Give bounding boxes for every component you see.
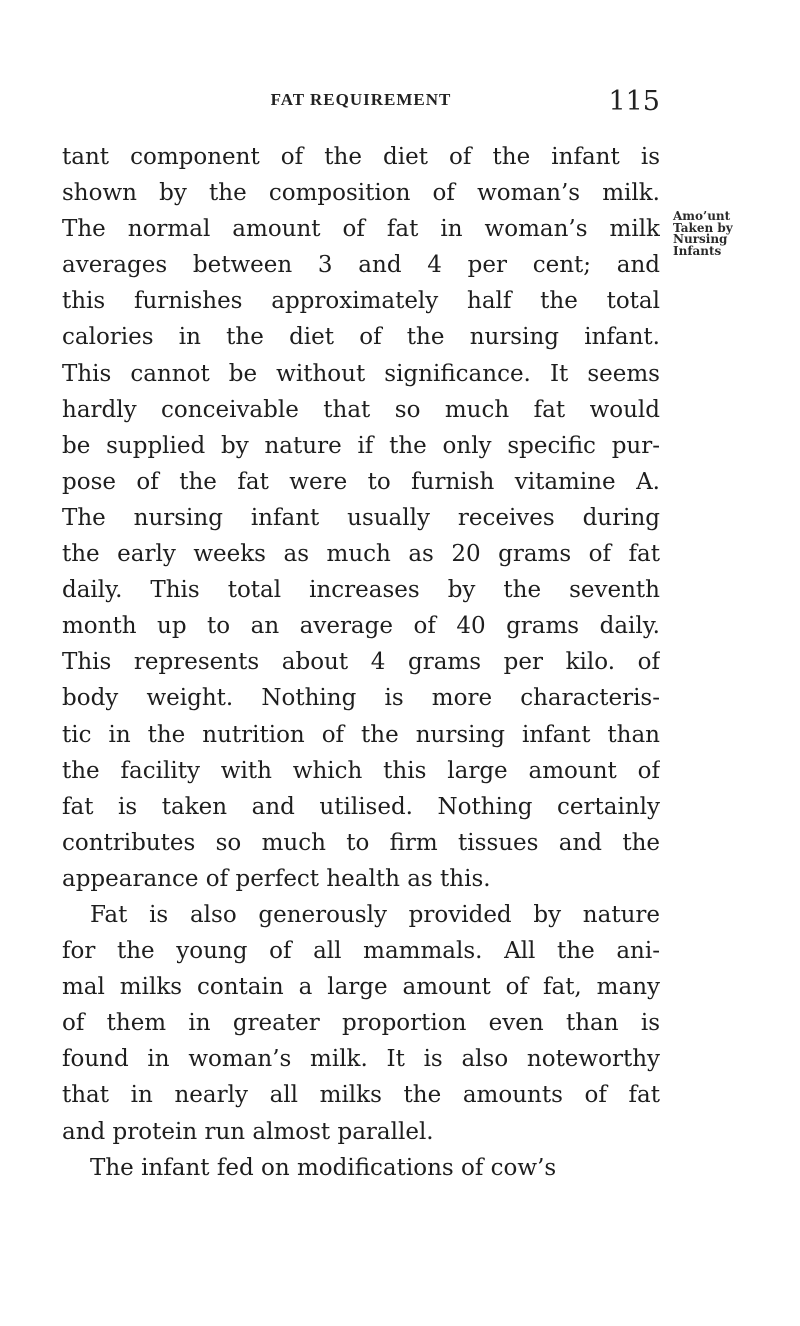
paragraph-end-line: appearance of perfect health as this. [62, 865, 491, 892]
margin-note-line: Taken by [673, 220, 733, 235]
text-line: hardly conceivable that so much fat would [62, 396, 660, 423]
text-line: contributes so much to firm tissues and the [62, 829, 660, 856]
text-line: found in woman’s milk. It is also noteworthy [62, 1046, 660, 1073]
text-line: daily. This total increases by the seventh [62, 577, 660, 604]
text-line: fat is taken and utilised. Nothing certainly [62, 793, 660, 820]
text-line: This represents about 4 grams per kilo. of [62, 649, 660, 676]
text-line: body weight. Nothing is more characteris- [62, 685, 660, 712]
page-number: 115 [608, 86, 660, 117]
text-line: for the young of all mammals. All the ani- [62, 938, 660, 965]
text-line: mal milks contain a large amount of fat, many [62, 974, 660, 1001]
margin-note-line: Amo’unt [673, 209, 731, 223]
body-text [62, 139, 660, 1186]
running-head [62, 86, 660, 122]
text-line: tant component of the diet of the infant is [62, 144, 660, 170]
margin-note-line: Infants [673, 243, 722, 258]
text-line: tic in the nutrition of the nursing infant than [62, 721, 660, 748]
margin-note-line: Nursing [673, 232, 728, 246]
text-line: calories in the diet of the nursing infant. [62, 324, 660, 351]
text-line: the early weeks as much as 20 grams of fat [62, 541, 660, 568]
text-line: this furnishes approximately half the total [62, 288, 660, 315]
text-line: The normal amount of fat in woman’s milk [62, 216, 660, 243]
running-title: FAT REQUIREMENT [270, 90, 452, 109]
text-line: that in nearly all milks the amounts of fat [62, 1082, 660, 1109]
text-line: The nursing infant usually receives during [62, 504, 660, 531]
text-line: month up to an average of 40 grams daily. [62, 613, 660, 640]
text-line: of them in greater proportion even than is [62, 1010, 660, 1037]
paragraph-first-line: The infant fed on modifications of cow’s [90, 1154, 557, 1181]
margin-note [673, 211, 788, 257]
text-line: shown by the composition of woman’s milk. [62, 180, 660, 207]
text-line: This cannot be without significance. It seems [62, 360, 660, 387]
paragraph-end-line: and protein run almost parallel. [62, 1118, 434, 1145]
text-line: be supplied by nature if the only specific pur- [62, 432, 660, 459]
text-line: pose of the fat were to furnish vitamine A. [62, 468, 660, 495]
text-line: the facility with which this large amount of [62, 757, 660, 784]
text-line: averages between 3 and 4 per cent; and [62, 252, 660, 279]
paragraph-first-line: Fat is also generously provided by nature [90, 901, 660, 928]
